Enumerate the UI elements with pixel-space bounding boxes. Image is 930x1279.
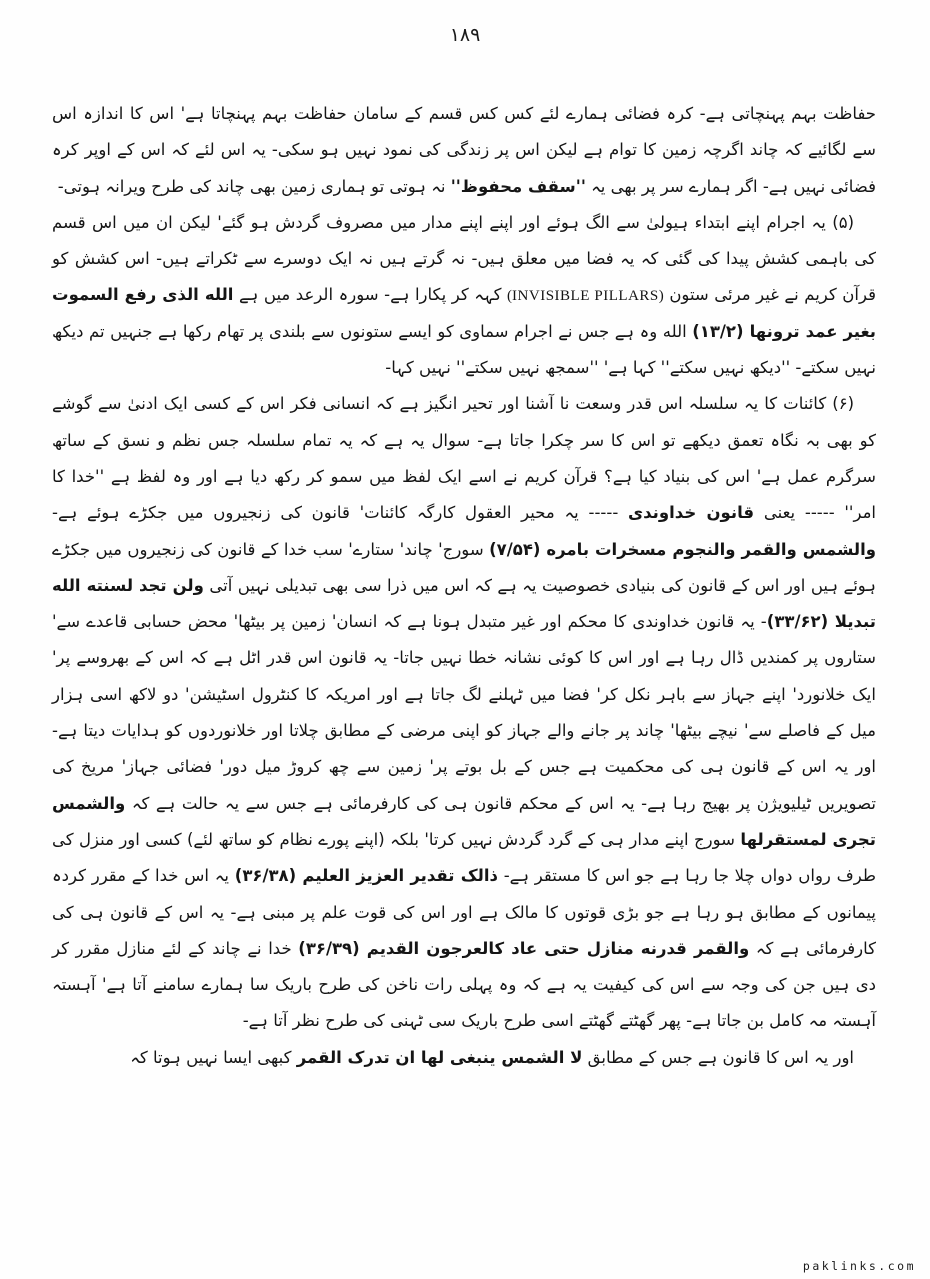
quran-quote: والشمس والقمر والنجوم مسخرات بامره (۷/۵۴) bbox=[489, 539, 876, 559]
urdu-text: ----- یہ محیر العقول کارگہ کائنات' قانون کی زنجیروں میں جکڑے ہوئے ہے- bbox=[52, 503, 629, 523]
quran-quote: ولن تجد لسنته الله تبدیلا (۳۳/۶۲) bbox=[52, 575, 876, 632]
body-text bbox=[52, 96, 876, 1076]
page-number: ۱۸۹ bbox=[449, 24, 481, 46]
watermark: paklinks.com bbox=[802, 1259, 916, 1273]
quran-quote: لا الشمس ینبغی لها ان تدرک القمر bbox=[296, 1047, 583, 1067]
quran-quote: الله الذى رفع السموت بغير عمد ترونها (۱۳/۲) bbox=[52, 285, 876, 341]
urdu-text: نہ ہوتی تو ہماری زمین بھی چاند کی طرح ویرانہ ہوتی- bbox=[57, 176, 451, 196]
quran-quote: ذالک تقدیر العزیز العلیم (۳۶/۳۸) bbox=[234, 866, 498, 886]
urdu-text: کہہ کر پکارا ہے- سورہ الرعد میں ہے bbox=[233, 285, 508, 305]
urdu-text: (۵) یہ اجرام اپنے ابتداء ہیولیٰ سے الگ ہوئے اور اپنے اپنے مدار میں مصروف گردش ہو گئے' لیکن ان میں اس قسم کی باہمی کشش پیدا کی گئی کہ یہ فضا میں معلق ہیں- نہ گرتے ہیں نہ ایک دوسرے سے ٹکراتے ہیں- اس کشش کو قرآن کریم نے غیر مرئی ستون bbox=[52, 212, 876, 305]
para-closing bbox=[52, 1040, 876, 1076]
quran-quote: ''سقف محفوظ'' bbox=[450, 176, 586, 196]
para-1-continuation bbox=[52, 96, 876, 205]
urdu-text: - یہ قانون خداوندی کا محکم اور غیر متبدل ہونا ہے کہ انسان' زمین پر بیٹھا' محض حسابی قاعدے سے' ستاروں پر کمندیں ڈال رہا ہے اور اس کا کوئی نشانہ خطا نہیں جاتا- یہ قانون اس قدر اٹل ہے کہ اس کے بھروسے پر' ایک خلانورد' اپنے جہاز سے باہر نکل کر' فضا میں ٹہلنے لگ جاتا ہے اور امریکہ کا کنٹرول اسٹیشن' دو لاکھ اسی ہزار میل کے فاصلے سے' نیچے بیٹھا' چاند پر جانے والے جہاز کو اپنی مرضی کے مطابق چلاتا اور خلانوردوں کو ہدایات دیتا ہے- اور یہ اس کے قانون ہی کی محکمیت ہے جس کے بل بوتے پر' زمین سے چھ کروڑ میل دور' فضائی جہاز' مریخ کی تصویریں ٹیلیویژن پر بھیج رہا ہے- یہ اس کے محکم قانون ہی کی کارفرمائی ہے جس سے یہ حالت ہے کہ bbox=[52, 612, 876, 813]
urdu-text: سورج' چاند' ستارے' سب خدا کے قانون کی زنجیروں میں جکڑے ہوئے ہیں اور اس کے قانون کی بنیادی خصوصیت یہ ہے کہ اس میں ذرا سی بھی تبدیلی نہیں آتی bbox=[52, 539, 876, 595]
quran-quote: والقمر قدرنه منازل حتی عاد کالعرجون القدیم (۳۶/۳۹) bbox=[298, 938, 750, 958]
urdu-text: (۶) کائنات کا یہ سلسلہ اس قدر وسعت نا آشنا اور تحیر انگیز ہے کہ انسانی فکر اس کے کسی ایک ادنیٰ سے گوشے کو بھی بہ نگاہ تعمق دیکھے تو اس کا سر چکرا جاتا ہے- سوال یہ ہے کہ یہ تمام سلسلہ جس نظم و نسق کے ساتھ سرگرم عمل ہے' اس کی بنیاد کیا ہے؟ قرآن کریم نے اسے ایک لفظ میں سمو کر رکھ دیا ہے اور وہ لفظ ہے ''خدا کا امر'' ----- یعنی bbox=[52, 394, 876, 523]
urdu-text: حفاظت بہم پہنچاتی ہے- کرہ فضائی ہمارے لئے کس کس قسم کے سامان حفاظت بہم پہنچاتا ہے' اس کا اندازہ اس سے لگائیے کہ چاند اگرچہ زمین کا توام ہے لیکن اس پر زندگی کی نمود نہیں ہو سکی- یہ اس لئے کہ اس کے اوپر کرہ فضائی نہیں ہے- اگر ہمارے سر پر بھی یہ bbox=[52, 104, 876, 196]
para-5 bbox=[52, 205, 876, 386]
latin-phrase: (INVISIBLE PILLARS) bbox=[507, 288, 664, 305]
quran-quote: والشمس تجری لمستقرلها bbox=[52, 793, 876, 849]
urdu-text: خدا نے چاند کے لئے منازل مقرر کر دی ہیں جن کی وجہ سے اس کی کیفیت یہ ہے کہ وہ پہلی رات ناخن کی طرح باریک سا ہمارے سامنے آتا ہے' آہستہ آہستہ مہ کامل بن جاتا ہے- پھر گھٹتے گھٹتے اسی طرح باریک سی ٹہنی کی طرح نظر آتا ہے- bbox=[52, 938, 876, 1031]
urdu-text: یہ اس خدا کے مقرر کردہ پیمانوں کے مطابق ہو رہا ہے جو بڑی قوتوں کا مالک ہے اور اس کی قوت علم پر مبنی ہے- یہ اس کے قانون ہی کی کارفرمائی ہے کہ bbox=[52, 866, 877, 958]
urdu-text: سورج اپنے مدار ہی کے گرد گردش نہیں کرتا' بلکہ (اپنے پورے نظام کو ساتھ لئے) کسی اور منزل کی طرف رواں دواں چلا جا رہا ہے جو اس کا مستقر ہے- bbox=[52, 829, 876, 886]
para-6 bbox=[52, 386, 876, 1039]
quran-quote: قانون خداوندی bbox=[628, 503, 755, 523]
urdu-text: الله وہ ہے جس نے اجرام سماوی کو ایسے ستونوں سے بلندی پر تھام رکھا ہے جنہیں تم دیکھ نہیں سکتے- ''دیکھ نہیں سکتے'' کہا ہے' ''سمجھ نہیں سکتے'' نہیں کہا- bbox=[52, 321, 876, 378]
urdu-text: اور یہ اس کا قانون ہے جس کے مطابق bbox=[582, 1047, 854, 1067]
urdu-text: کبھی ایسا نہیں ہوتا کہ bbox=[130, 1047, 297, 1067]
